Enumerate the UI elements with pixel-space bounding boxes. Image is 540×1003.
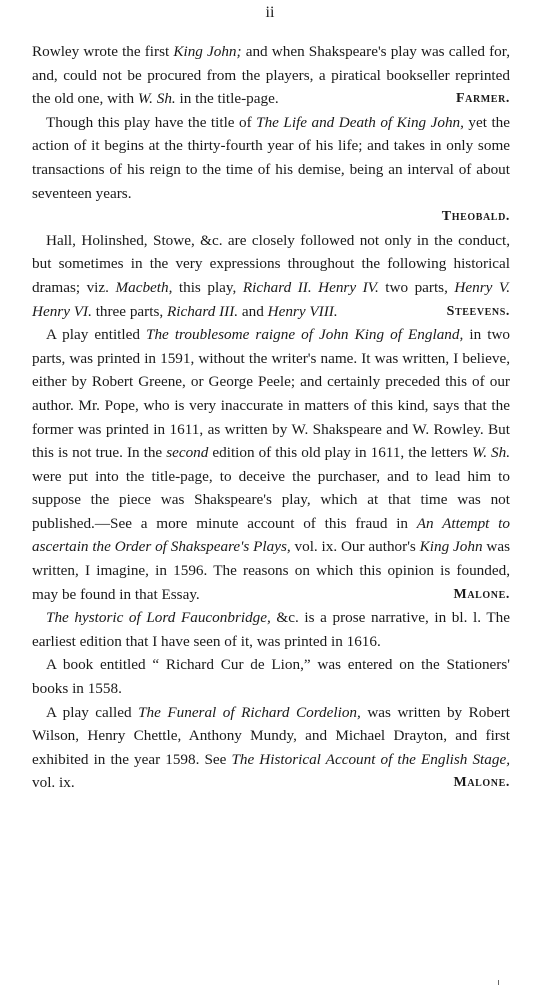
italic-title: W. Sh.	[471, 444, 510, 462]
italic-title: King John	[419, 538, 483, 556]
text-run: three parts,	[91, 302, 167, 320]
text-run: vol. ix.	[32, 774, 75, 792]
author-signature: Theobald.	[441, 209, 510, 225]
italic-title: Macbeth,	[115, 278, 173, 296]
italic-title: Henry V. Henry VI.	[32, 278, 510, 320]
italic-title: King John;	[173, 43, 242, 60]
text-run: and when Shakspeare's play was called for, and, could not be procured from the players, a piratical bookseller reprinted the old one, with	[32, 43, 510, 108]
text-run: A play entitled	[46, 326, 146, 344]
text-run: in the title-page.	[175, 90, 279, 108]
text-run: in two parts, was printed in 1591, without the writer's name. It was written, I believe, either by Robert Greene, or George Peele; and certainly preceded this of our author. Mr. Pope, who is very inaccurate in matters of this kind, says that the former was printed in 1611, as written by W. Shakspeare and W. Rowley. But this is not true. In the	[32, 326, 511, 462]
text-run: and	[238, 302, 268, 320]
note-paragraph	[32, 111, 510, 205]
note-paragraph	[32, 701, 510, 795]
italic-title: The Life and Death of King John,	[256, 113, 464, 131]
author-signature: Farmer.	[455, 91, 510, 107]
text-run: yet the action of it begins at the thirty-fourth year of his life; and takes in only some transactions of his reign to the time of his demise, being an interval of about seventeen years.	[32, 113, 511, 202]
page-number: ii	[265, 4, 275, 21]
notes-body	[32, 40, 510, 795]
text-run: Though this play have the title of	[46, 113, 257, 131]
italic-title: The Funeral of Richard Cordelion,	[138, 703, 361, 721]
text-run: Rowley wrote the first	[32, 43, 174, 60]
note-paragraph	[32, 606, 510, 653]
italic-title: The hystoric of Lord Fauconbridge,	[46, 609, 271, 627]
note-paragraph	[32, 653, 510, 700]
text-run: Hall, Holinshed, Stowe, &c. are closely followed not only in the conduct, but sometimes in the very expressions throughout the following historical dramas; viz.	[32, 231, 510, 296]
note-paragraph	[32, 323, 510, 606]
italic-title: An Attempt to ascertain the Order of Shakspeare's Plays,	[32, 514, 510, 556]
italic-title: The troublesome raigne of John King of England,	[146, 326, 464, 344]
italic-title: Henry VIII.	[267, 302, 338, 320]
italic-title: Richard III.	[166, 302, 239, 320]
text-run: A book entitled “ Richard Cur de Lion,” was entered on the Stationers' books in 1558.	[32, 656, 510, 698]
italic-title: second	[166, 444, 209, 462]
author-signature: Steevens.	[446, 303, 510, 319]
text-run: two parts,	[378, 278, 455, 296]
note-paragraph	[32, 229, 510, 323]
text-run: were put into the title-page, to deceive the purchaser, and to lead him to suppose the piece was Shakspeare's play, which at that time was not published.—See a more minute account of this fraud in	[32, 467, 510, 532]
text-run: A play called	[46, 703, 139, 721]
author-signature: Malone.	[453, 586, 510, 602]
italic-title: W. Sh.	[137, 90, 176, 108]
text-run: edition of this old play in 1611, the letters	[208, 444, 472, 462]
text-run: vol. ix. Our author's	[290, 538, 420, 556]
print-mark	[498, 980, 499, 985]
note-paragraph	[32, 40, 510, 111]
text-run: &c. is a prose narrative, in bl. l. The earliest edition that I have seen of it, was printed in 1616.	[32, 609, 510, 650]
text-run: this play,	[172, 278, 243, 296]
text-run: was written, I imagine, in 1596. The reasons on which this opinion is founded, may be found in that Essay.	[32, 538, 510, 603]
author-signature: Malone.	[453, 775, 510, 791]
italic-title: The Historical Account of the English Stage,	[231, 750, 510, 768]
text-run: was written by Robert Wilson, Henry Chettle, Anthony Mundy, and Michael Drayton, and first exhibited in the year 1598. See	[32, 703, 510, 768]
italic-title: Richard II. Henry IV.	[242, 278, 379, 296]
